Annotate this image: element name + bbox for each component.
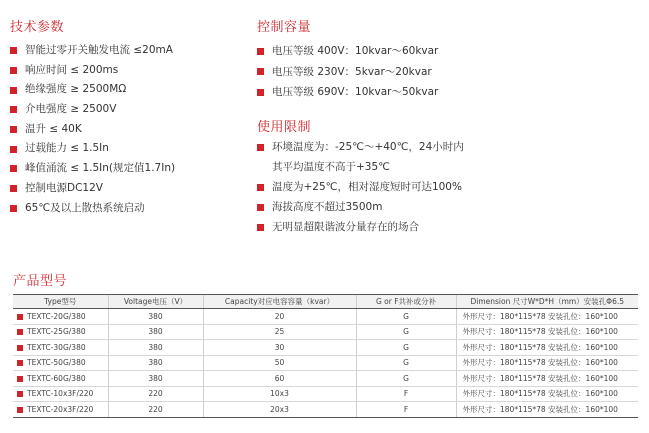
bullet-square-icon (17, 376, 23, 382)
cell-voltage: 380 (108, 324, 203, 340)
cell-capacity: 20 (203, 309, 356, 325)
cell-type-text: TEXTC-50G/380 (27, 358, 86, 368)
cell-dimension: 外形尺寸：180*115*78 安装孔位：160*100 (456, 340, 638, 356)
usage-limits-title: 使用限制 (257, 120, 312, 135)
cell-dimension: 外形尺寸：180*115*78 安装孔位：160*100 (456, 324, 638, 340)
list-item-text: 智能过零开关触发电流 ≤20mA (25, 44, 173, 56)
cell-dimension: 外形尺寸：180*115*78 安装孔位：160*100 (456, 309, 638, 325)
cell-capacity: 10x3 (203, 386, 356, 402)
bullet-square-icon (257, 204, 264, 211)
cell-capacity: 30 (203, 340, 356, 356)
list-item (10, 41, 175, 61)
cell-voltage: 380 (108, 355, 203, 371)
list-item-text: 介电强度 ≥ 2500V (25, 103, 117, 116)
table-header-row (13, 295, 638, 309)
bullet-square-icon (257, 89, 264, 96)
list-item (10, 179, 175, 199)
bullet-square-icon (257, 48, 264, 55)
cell-g-or-f: G (356, 340, 456, 356)
list-item-text: 无明显超限谐波分量存在的场合 (272, 221, 419, 233)
bullet-square-icon (10, 106, 17, 113)
models-table (13, 294, 638, 418)
list-item (10, 199, 175, 219)
cell-capacity: 50 (203, 355, 356, 371)
bullet-square-icon (10, 47, 17, 54)
cell-type (13, 402, 108, 418)
list-item-text: 过载能力 ≤ 1.5In (25, 142, 109, 155)
cell-type (13, 340, 108, 356)
cell-type-text: TEXTC-20x3F/220 (27, 404, 94, 414)
cell-type-text: TEXTC-20G/380 (27, 311, 86, 321)
list-item (257, 137, 464, 157)
bullet-square-icon (17, 329, 23, 335)
column-header-type: Type型号 (13, 295, 108, 309)
bullet-square-icon (10, 185, 17, 192)
cell-type (13, 324, 108, 340)
bullet-square-icon (10, 165, 17, 172)
list-item (257, 82, 438, 103)
list-item (257, 41, 438, 62)
cell-type-text: TEXTC-10x3F/220 (27, 389, 94, 399)
table-row (13, 324, 638, 340)
list-item-text: 电压等级 230V：5kvar～20kvar (272, 65, 432, 78)
tech-params-list (10, 41, 175, 218)
cell-voltage: 380 (108, 309, 203, 325)
cell-g-or-f: F (356, 402, 456, 418)
bullet-square-icon (17, 314, 23, 320)
tech-params-title: 技术参数 (10, 20, 65, 35)
table-row (13, 309, 638, 325)
list-item (10, 139, 175, 159)
list-item-text: 控制电源DC12V (25, 181, 103, 194)
bullet-square-icon (257, 184, 264, 191)
cell-dimension: 外形尺寸：180*115*78 安装孔位：160*100 (456, 355, 638, 371)
list-item-text: 温度为+25℃，相对湿度短时可达100% (272, 181, 462, 193)
list-item-text: 峰值涌流 ≤ 1.5In(规定值1.7In) (25, 162, 176, 175)
bullet-square-icon (257, 144, 264, 151)
table-row (13, 386, 638, 402)
cell-g-or-f: G (356, 309, 456, 325)
cell-type-text: TEXTC-25G/380 (27, 327, 86, 337)
list-item (10, 100, 175, 120)
bullet-square-icon (10, 87, 17, 94)
list-item-continuation (257, 157, 464, 177)
cell-voltage: 380 (108, 340, 203, 356)
bullet-square-icon (17, 391, 23, 397)
cell-voltage: 380 (108, 371, 203, 387)
list-item (257, 62, 438, 83)
list-item-text: 海拔高度不超过3500m (272, 201, 383, 213)
list-item (257, 197, 464, 217)
column-header-g-or-f: G or F共补或分补 (356, 295, 456, 309)
bullet-square-icon (10, 146, 17, 153)
list-item (10, 120, 175, 140)
column-header-dimension: Dimension 尺寸W*D*H（mm）安装孔Φ6.5 (456, 295, 638, 309)
cell-capacity: 60 (203, 371, 356, 387)
cell-type (13, 386, 108, 402)
list-item-text: 温升 ≤ 40K (25, 122, 82, 135)
cell-capacity: 25 (203, 324, 356, 340)
cell-type-text: TEXTC-60G/380 (27, 373, 86, 383)
list-item-text: 绝缘强度 ≥ 2500MΩ (25, 83, 127, 96)
models-title: 产品型号 (13, 274, 68, 289)
cell-g-or-f: G (356, 355, 456, 371)
bullet-square-icon (17, 345, 23, 351)
table-row (13, 340, 638, 356)
list-item-text: 电压等级 400V：10kvar～60kvar (272, 45, 439, 57)
cell-type (13, 355, 108, 371)
column-header-voltage: Voltage电压（V） (108, 295, 203, 309)
list-item-text: 其平均温度不高于+35℃ (272, 161, 390, 173)
list-item (10, 159, 175, 179)
cell-dimension: 外形尺寸：180*115*78 安装孔位：160*100 (456, 386, 638, 402)
list-item (257, 217, 464, 237)
cell-g-or-f: F (356, 386, 456, 402)
column-header-capacity: Capacity对应电容容量（kvar） (203, 295, 356, 309)
bullet-square-icon (17, 407, 23, 413)
list-item (257, 177, 464, 197)
control-capacity-list (257, 41, 438, 103)
cell-g-or-f: G (356, 371, 456, 387)
list-item-text: 电压等级 690V：10kvar～50kvar (272, 86, 439, 98)
table-row (13, 355, 638, 371)
list-item-text: 环境温度为：-25℃～+40℃，24小时内 (272, 141, 464, 153)
cell-voltage: 220 (108, 402, 203, 418)
bullet-square-icon (10, 126, 17, 133)
cell-g-or-f: G (356, 324, 456, 340)
bullet-square-icon (10, 205, 17, 212)
cell-type-text: TEXTC-30G/380 (27, 342, 86, 352)
cell-dimension: 外形尺寸：180*115*78 安装孔位：160*100 (456, 402, 638, 418)
list-item-text: 响应时间 ≤ 200ms (25, 63, 119, 76)
list-item (10, 61, 175, 81)
list-item (10, 80, 175, 100)
bullet-square-icon (257, 68, 264, 75)
cell-dimension: 外形尺寸：180*115*78 安装孔位：160*100 (456, 371, 638, 387)
list-item-text: 65℃及以上散热系统启动 (25, 201, 145, 214)
table-row (13, 402, 638, 418)
control-capacity-title: 控制容量 (257, 20, 312, 35)
bullet-square-icon (17, 360, 23, 366)
cell-type (13, 309, 108, 325)
table-row (13, 371, 638, 387)
cell-capacity: 20x3 (203, 402, 356, 418)
bullet-square-icon (257, 224, 264, 231)
usage-limits-list (257, 137, 464, 237)
cell-type (13, 371, 108, 387)
bullet-square-icon (10, 67, 17, 74)
cell-voltage: 220 (108, 386, 203, 402)
